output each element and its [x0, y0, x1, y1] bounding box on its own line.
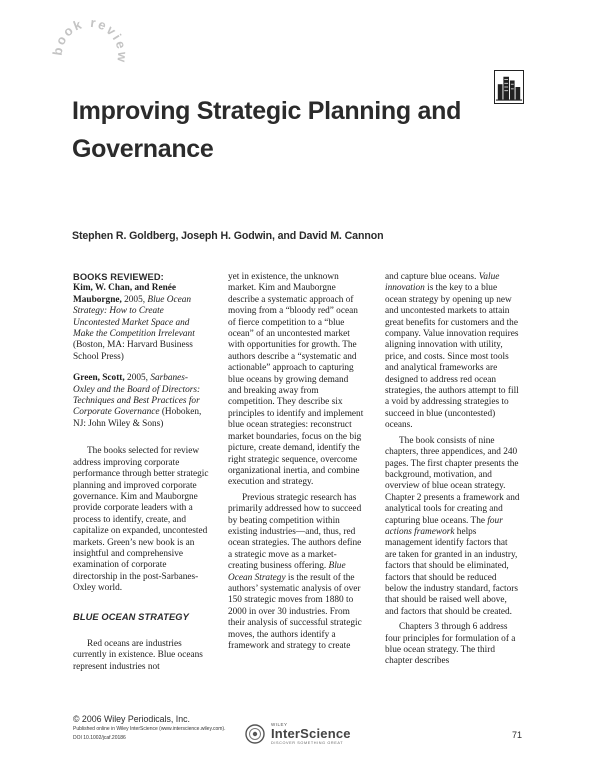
book1-publisher: (Boston, MA: Harvard Business School Press) — [73, 340, 193, 362]
red-oceans-paragraph: Red oceans are industries currently in existence. Blue oceans represent industries not — [73, 638, 203, 672]
column2-paragraph-2-text-a: Previous strategic research has primarily addressed how to succeed by beating competition within existing industries—and, thus, red ocean strategies. The authors define a strategic move as a market-creating business offering. — [228, 492, 362, 572]
column3-paragraph-1-text-a: and capture blue oceans. — [385, 272, 479, 282]
logo-name: InterScience — [271, 726, 351, 741]
published-online-note: Published online in Wiley InterScience (www.interscience.wiley.com). — [73, 726, 226, 732]
book-review-stamp — [48, 12, 132, 96]
column3-paragraph-1 — [385, 272, 521, 432]
logo-tagline: DISCOVER SOMETHING GREAT — [271, 741, 344, 745]
column2-paragraph-2-text-b: is the result of the authors’ systematic analysis of over 150 strategic moves from 1880 to 2000 in over 30 industries. From their analysis of successful strategic moves, the authors identify a framework and strategy to create — [228, 572, 362, 651]
footer-publication-info — [73, 714, 273, 743]
book1-title: Blue Ocean Strategy: How to Create Uncontested Market Space and Make the Competition Irrelevant — [73, 294, 195, 340]
doi-reference: DOI 10.1002/jcaf.20186 — [73, 735, 126, 741]
copyright-notice: © 2006 Wiley Periodicals, Inc. — [73, 714, 190, 724]
article-title: Improving Strategic Planning and Governance — [72, 97, 462, 163]
book2-title: Sarbanes-Oxley and the Board of Directors: Techniques and Best Practices for Corporate Governance — [73, 373, 201, 418]
stamp-text: book review — [49, 14, 131, 65]
logo-publisher: WILEY — [271, 722, 288, 727]
column2-paragraph-2 — [228, 493, 364, 653]
book2-year: 2005, — [124, 373, 151, 384]
svg-text:book review — [50, 15, 131, 65]
value-innovation-term: Value innovation — [385, 272, 500, 294]
text-column-1 — [73, 272, 209, 673]
intro-paragraph: The books selected for review address improving corporate performance through better strategic planning and improved corporate governance. Kim and Mauborgne provide corporate leaders with a process to identify, create, and capitalize on expanded, uncontested markets. Green’s new book is an insightful and comprehensive examination of corporate directorship in the post-Sarbanes-Oxley world. — [73, 446, 209, 594]
blue-ocean-strategy-heading: BLUE OCEAN STRATEGY — [73, 611, 189, 622]
column3-paragraph-2-text-a: The book consists of nine chapters, three appendices, and 240 pages. The first chapter presents the background, motivation, and overview of blue ocean strategy. Chapter 2 presents a framework and analytical tools for creating and capturing blue oceans. The — [385, 435, 520, 526]
books-reviewed-heading: BOOKS REVIEWED: — [73, 272, 164, 282]
page-number: 71 — [512, 730, 523, 740]
column3-paragraph-1-text-b: is the key to a blue ocean strategy by opening up new and uncontested markets to attain great benefits for customers and the company. Value innovation requires aligning innovation with utility, price, and costs. Since most tools and analytical frameworks are designed to address red ocean strategies, the authors attempt to fill a void by addressing strategies to succeed in blue (uncontested) oceans. — [385, 283, 519, 431]
buildings-icon — [494, 70, 524, 104]
text-column-2 — [228, 272, 364, 652]
column2-book-title: Blue Ocean Strategy — [228, 561, 346, 583]
book-review-stamp-graphic — [48, 12, 132, 96]
interscience-logo-icon — [245, 724, 265, 744]
column3-paragraph-2-text-b: helps management identify factors that are taken for granted in an industry, factors that should be eliminated, factors that should be reduced below the industry standard, factors that should be raised well above, and factors that should be created. — [385, 526, 518, 617]
wiley-interscience-logo — [245, 722, 395, 746]
column3-paragraph-2 — [385, 436, 521, 619]
article-authors: Stephen R. Goldberg, Joseph H. Godwin, and David M. Cannon — [72, 230, 384, 242]
four-actions-framework-term: four actions framework — [385, 515, 503, 537]
text-column-3 — [385, 272, 521, 668]
book-reference-2 — [73, 373, 209, 430]
book1-authors: Kim, W. Chan, and Renée Mauborgne, — [73, 283, 177, 305]
column3-paragraph-3: Chapters 3 through 6 address four principles for formulation of a blue ocean strategy. The third chapter describes — [385, 622, 516, 667]
column2-paragraph-1: yet in existence, the unknown market. Kim and Mauborgne describe a systematic approach of moving from a “bloody red” ocean of fierce competition to a “blue ocean” of an uncontested market with opportunities for growth. The authors describe a “systematic and actionable” approach to capturing blue oceans by growing demand and breaking away from competition. They describe six principles to identify and implement blue ocean strategies: reconstruct market boundaries, focus on the big picture, create demand, identify the right strategic sequence, overcome organizational inertia, and combine execution and strategy. — [228, 272, 364, 488]
book-reference-1 — [73, 283, 209, 363]
book2-publisher: (Hoboken, NJ: John Wiley & Sons) — [73, 407, 202, 429]
book2-authors: Green, Scott, — [73, 373, 125, 384]
book1-year: 2005, — [121, 294, 148, 305]
